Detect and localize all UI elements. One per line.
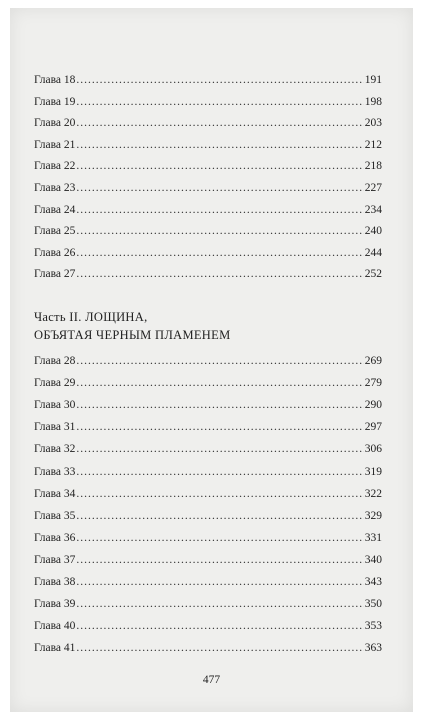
dot-leader [76,618,363,634]
toc-entry-page: 244 [364,246,382,259]
toc-entry [34,397,382,413]
toc-entry-page: 290 [364,399,382,412]
toc-entry-label: Глава 19 [34,95,76,108]
dot-leader [76,552,363,568]
dot-leader [76,375,363,391]
toc-entry-label: Глава 41 [34,642,76,655]
toc-entry [34,115,382,131]
toc-entry-label: Глава 27 [34,268,76,281]
toc-entry [34,72,382,88]
toc-entry [34,375,382,391]
toc-entry-label: Глава 21 [34,138,76,151]
toc-entry-label: Глава 35 [34,509,76,522]
toc-entry-label: Глава 39 [34,598,76,611]
toc-entry [34,596,382,612]
toc-entry [34,464,382,480]
toc-entry-label: Глава 24 [34,203,76,216]
toc-entry [34,618,382,634]
toc-entry-label: Глава 25 [34,225,76,238]
toc-entry-label: Глава 37 [34,553,76,566]
toc-entry-label: Глава 18 [34,74,76,86]
toc-entry-page: 252 [364,268,382,281]
toc-entry-label: Глава 38 [34,576,76,588]
toc-entry-label: Глава 23 [34,182,76,194]
dot-leader [76,353,363,369]
toc-entry [34,94,382,110]
toc-entry-page: 329 [364,509,382,522]
toc-entry-page: 279 [364,377,382,390]
dot-leader [76,223,363,239]
dot-leader [76,202,363,218]
dot-leader [76,158,363,174]
toc-entry [34,486,382,502]
toc-entry-label: Глава 33 [34,465,76,478]
toc-entry-page: 353 [364,620,382,633]
toc-entry [34,419,382,435]
toc-entry-page: 212 [364,138,382,151]
toc-entry-label: Глава 30 [34,399,76,412]
toc-entry [34,137,382,153]
dot-leader [76,574,363,590]
dot-leader [76,94,363,110]
dot-leader [76,266,363,282]
toc-entry [34,245,382,261]
toc-entry-page: 331 [364,531,382,544]
dot-leader [76,464,363,480]
dot-leader [76,530,363,546]
toc-entry-label: Глава 31 [34,421,76,434]
toc-entry-page: 203 [364,117,382,130]
toc-entry-page: 297 [364,421,382,434]
toc-entry-page: 343 [364,576,382,588]
dot-leader [76,115,363,131]
toc-entry-label: Глава 22 [34,160,76,173]
part2-title-line2: ОБЪЯТАЯ ЧЕРНЫМ ПЛАМЕНЕМ [34,328,231,342]
toc-entry [34,223,382,239]
toc-entry [34,158,382,174]
toc-entry-label: Глава 34 [34,487,76,500]
dot-leader [76,419,363,435]
toc-entry-page: 218 [364,160,382,173]
toc-entry [34,202,382,218]
toc-entry-page: 198 [364,95,382,108]
toc-entry-page: 240 [364,225,382,238]
dot-leader [76,508,363,524]
dot-leader [76,180,363,196]
toc-entry [34,266,382,282]
toc-entry-page: 269 [364,355,382,367]
toc-entry-label: Глава 28 [34,355,76,367]
toc-entry [34,441,382,457]
toc-entry-label: Глава 32 [34,443,76,456]
dot-leader [76,72,363,88]
toc-entry-label: Глава 26 [34,246,76,259]
toc-entry [34,508,382,524]
toc-entry [34,574,382,590]
dot-leader [76,596,363,612]
dot-leader [76,397,363,413]
toc-entry [34,552,382,568]
toc-entry [34,530,382,546]
toc-entry-page: 350 [364,598,382,611]
dot-leader [76,640,363,656]
toc-entry-page: 322 [364,487,382,500]
dot-leader [76,137,363,153]
toc-entry-page: 319 [364,465,382,478]
toc-entry-page: 340 [364,553,382,566]
book-page [10,8,413,712]
toc-entry-page: 191 [364,74,382,86]
dot-leader [76,441,363,457]
toc-entry [34,180,382,196]
toc-entry-page: 306 [364,443,382,456]
toc-entry-label: Глава 20 [34,117,76,130]
toc-entry-page: 234 [364,203,382,216]
page-number: 477 [202,674,221,686]
toc-entry-label: Глава 29 [34,377,76,390]
toc-entry-label: Глава 36 [34,531,76,544]
toc-entry-label: Глава 40 [34,620,76,633]
dot-leader [76,245,363,261]
toc-entry-page: 227 [364,182,382,194]
toc-entry [34,640,382,656]
part2-title-line1: Часть II. ЛОЩИНА, [34,310,148,324]
dot-leader [76,486,363,502]
toc-entry-page: 363 [364,642,382,655]
toc-entry [34,353,382,369]
